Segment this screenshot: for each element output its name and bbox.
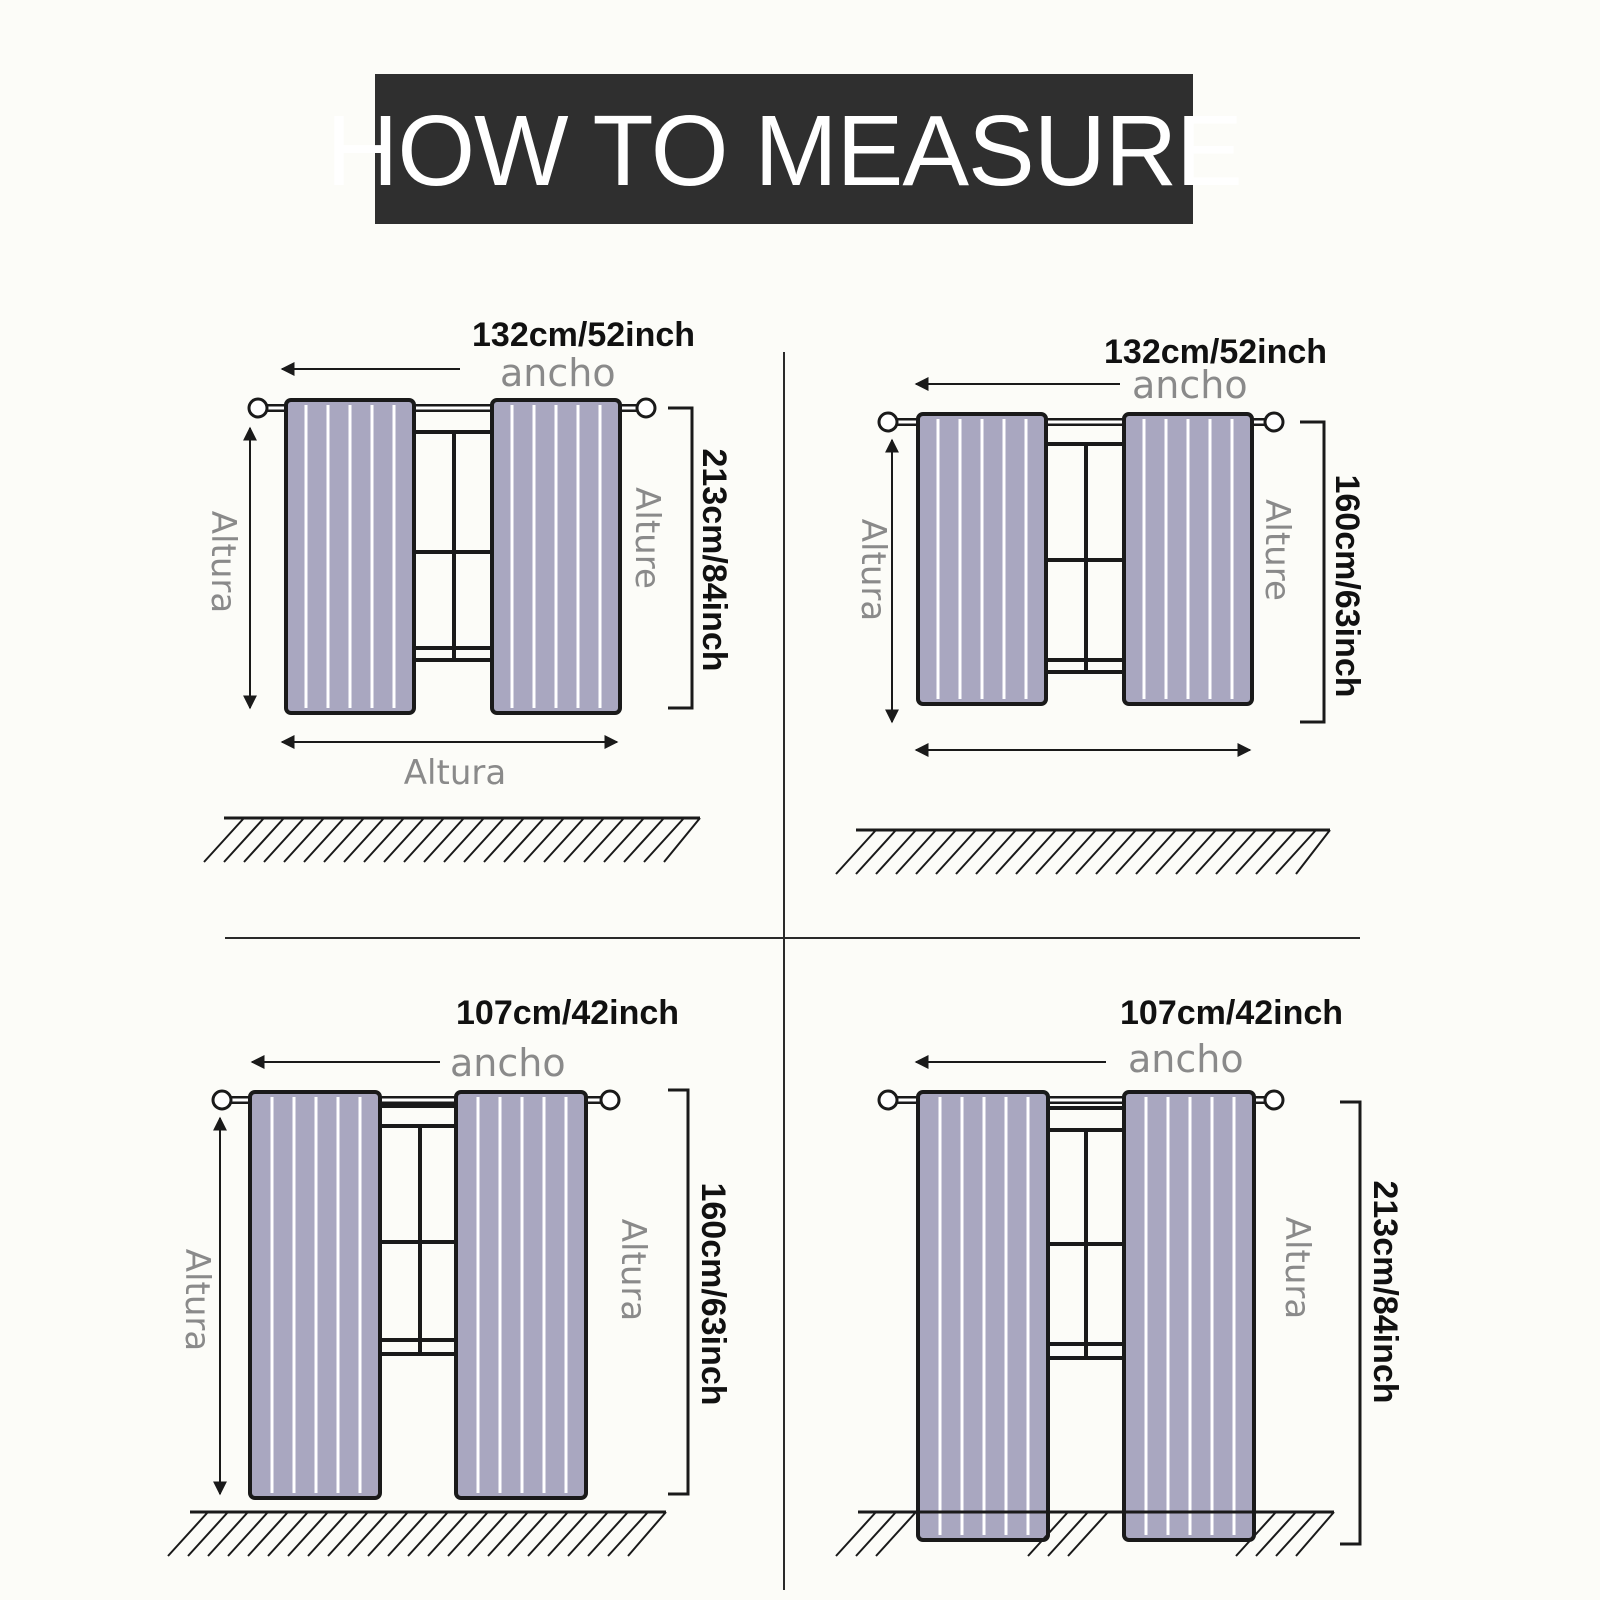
height-bracket bbox=[1300, 422, 1324, 722]
curtain-panel-left bbox=[286, 400, 414, 713]
page-title: HOW TO MEASURE bbox=[326, 95, 1242, 207]
curtain-panel-left bbox=[918, 1092, 1048, 1540]
width-word: ancho bbox=[1132, 363, 1248, 407]
floor-hatch bbox=[204, 818, 700, 862]
floor-hatch bbox=[836, 1512, 1334, 1556]
right-label: Alture bbox=[627, 487, 667, 589]
width-word: ancho bbox=[500, 351, 616, 395]
height-label: 160cm/63inch bbox=[694, 1182, 732, 1406]
window-frame bbox=[1044, 424, 1128, 672]
panel-bottom-right bbox=[836, 994, 1404, 1556]
left-label: Altura bbox=[177, 1248, 217, 1352]
right-label: Altura bbox=[613, 1218, 653, 1322]
curtain-panel-left bbox=[918, 414, 1046, 704]
bottom-label: Altura bbox=[403, 753, 507, 793]
curtain-panel-right bbox=[456, 1092, 586, 1498]
right-label: Altura bbox=[1277, 1216, 1317, 1320]
height-label: 160cm/63inch bbox=[1328, 474, 1366, 698]
window-frame bbox=[1044, 1108, 1128, 1358]
panel-top-right bbox=[836, 333, 1366, 874]
right-label: Alture bbox=[1257, 499, 1297, 601]
height-label: 213cm/84inch bbox=[695, 448, 733, 672]
width-label: 107cm/42inch bbox=[1120, 994, 1344, 1032]
width-label: 132cm/52inch bbox=[1104, 333, 1328, 371]
floor-hatch bbox=[168, 1512, 666, 1556]
height-label: 213cm/84inch bbox=[1366, 1180, 1404, 1404]
width-word: ancho bbox=[450, 1041, 566, 1085]
width-label: 107cm/42inch bbox=[456, 994, 680, 1032]
curtain-panel-right bbox=[1124, 414, 1252, 704]
height-bracket bbox=[1340, 1102, 1360, 1544]
curtain-panel-right bbox=[492, 400, 620, 713]
width-label: 132cm/52inch bbox=[472, 316, 696, 354]
curtain-panel-right bbox=[1124, 1092, 1254, 1540]
curtain-panel-left bbox=[250, 1092, 380, 1498]
panel-bottom-left bbox=[168, 994, 732, 1556]
width-word: ancho bbox=[1128, 1037, 1244, 1081]
floor-hatch bbox=[836, 830, 1330, 874]
window-frame bbox=[378, 1106, 462, 1354]
height-bracket bbox=[668, 408, 692, 708]
left-label: Altura bbox=[203, 510, 243, 614]
left-label: Altura bbox=[853, 518, 893, 622]
panel-top-left bbox=[203, 316, 733, 862]
window-frame bbox=[412, 410, 496, 660]
height-bracket bbox=[668, 1090, 688, 1494]
